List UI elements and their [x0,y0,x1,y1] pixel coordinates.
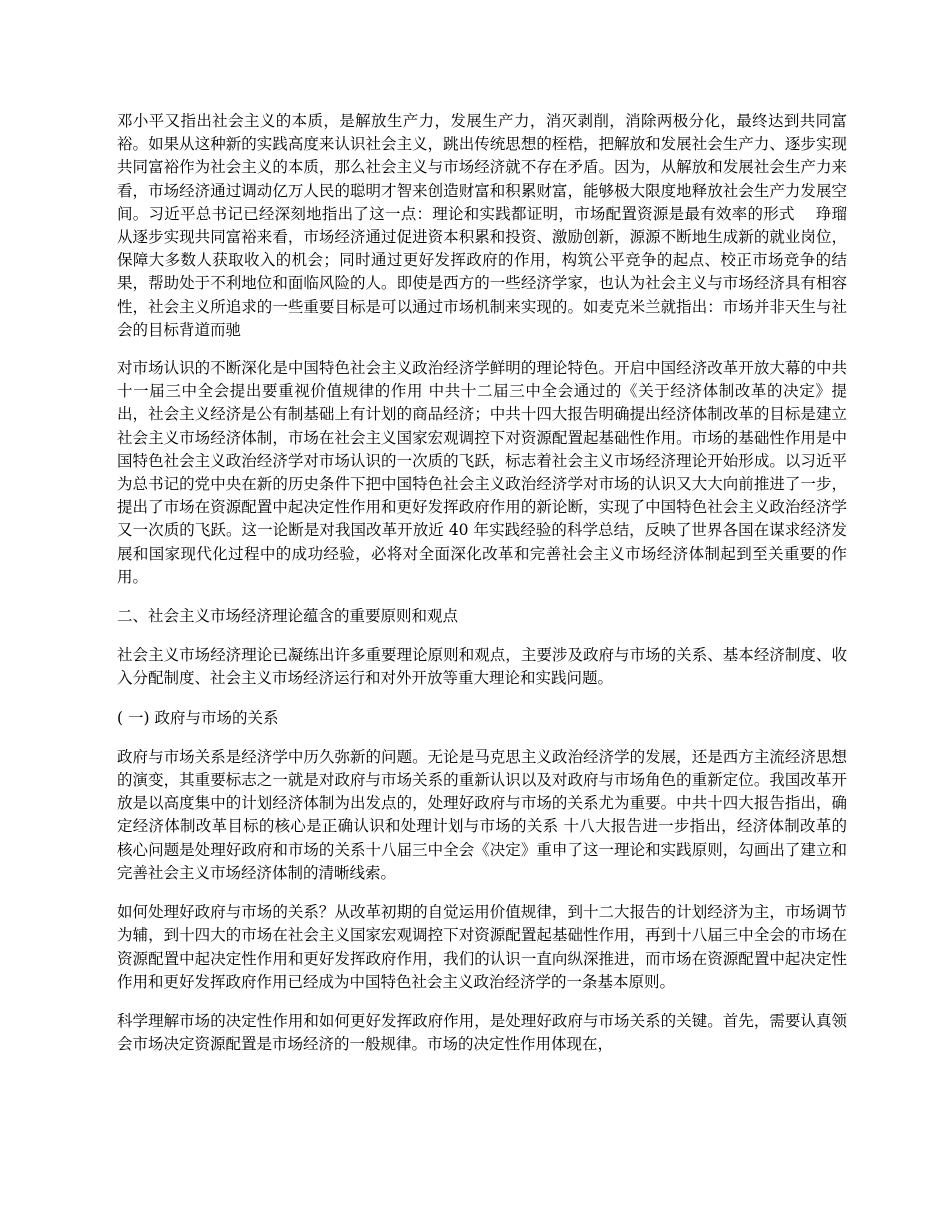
paragraph-decisive-role: 科学理解市场的决定性作用和如何更好发挥政府作用，是处理好政府与市场关系的关键。首先，需要认真领会市场决定资源配置是市场经济的一般规律。市场的决定性作用体现在， [117,1011,847,1054]
paragraph-socialism-essence: 邓小平又指出社会主义的本质，是解放生产力，发展生产力，消灭剥削，消除两极分化，最终达到共同富裕。如果从这种新的实践高度来认识社会主义，跳出传统思想的桎梏，把解放和发展社会生产力、逐步实现共同富裕作为社会主义的本质，那么社会主义与市场经济就不存在矛盾。因为，从解放和发展社会生产力来看，市场经济通过调动亿万人民的聪明才智来创造财富和积累财富，能够极大限度地释放社会生产力发展空间。习近平总书记已经深刻地指出了这一点：理论和实践都证明，市场配置资源是最有效率的形式 琤瑠从逐步实现共同富裕来看，市场经济通过促进资本积累和投资、激励创新，源源不断地生成新的就业岗位，保障大多数人获取收入的机会；同时通过更好发挥政府的作用，构筑公平竞争的起点、校正市场竞争的结果，帮助处于不利地位和面临风险的人。即使是西方的一些经济学家，也认为社会主义与市场经济具有相容性，社会主义所追求的一些重要目标是可以通过市场机制来实现的。如麦克米兰就指出：市场并非天生与社会的目标背道而驰 [117,112,847,339]
document-page [117,110,847,1056]
paragraph-theory-overview: 社会主义市场经济理论已凝练出许多重要理论原则和观点，主要涉及政府与市场的关系、基本经济制度、收入分配制度、社会主义市场经济运行和对外开放等重大理论和实践问题。 [117,646,847,688]
section-heading-principles: 二、社会主义市场经济理论蕴含的重要原则和观点 [117,607,459,626]
paragraph-government-market-relation: 政府与市场关系是经济学中历久弥新的问题。无论是马克思主义政治经济学的发展，还是西方主流经济思想的演变，其重要标志之一就是对政府与市场关系的重新认识以及对政府与市场角色的重新定位。我国改革开放是以高度集中的计划经济体制为出发点的，处理好政府与市场的关系尤为重要。中共十四大报告指出，确定经济体制改革目标的核心是正确认识和处理计划与市场的关系 十八大报告进一步指出，经济体制改革的核心问题是处理好政府和市场的关系十八届三中全会《决定》重申了这一理论和实践原则，勾画出了建立和完善社会主义市场经济体制的清晰线索。 [117,747,847,882]
subsection-heading-government-market: ( 一) 政府与市场的关系 [117,708,279,727]
paragraph-handling-relation: 如何处理好政府与市场的关系？从改革初期的自觉运用价值规律，到十二大报告的计划经济为主，市场调节为辅，到十四大的市场在社会主义国家宏观调控下对资源配置起基础性作用，再到十八届三中全会的市场在资源配置中起决定性作用和更好发挥政府作用，我们的认识一直向纵深推进，而市场在资源配置中起决定性作用和更好发挥政府作用已经成为中国特色社会主义政治经济学的一条基本原则。 [117,903,847,991]
paragraph-market-understanding: 对市场认识的不断深化是中国特色社会主义政治经济学鲜明的理论特色。开启中国经济改革开放大幕的中共十一届三中全会提出要重视价值规律的作用 中共十二届三中全会通过的《关于经济体制改革的决定》提出，社会主义经济是公有制基础上有计划的商品经济；中共十四大报告明确提出经济体制改革的目标是建立社会主义市场经济体制，市场在社会主义国家宏观调控下对资源配置起基础性作用。市场的基础性作用是中国特色社会主义政治经济学对市场认识的一次质的飞跃，标志着社会主义市场经济理论开始形成。以习近平为总书记的党中央在新的历史条件下把中国特色社会主义政治经济学对市场的认识又大大向前推进了一步，提出了市场在资源配置中起决定性作用和更好发挥政府作用的新论断，实现了中国特色社会主义政治经济学又一次质的飞跃。这一论断是对我国改革开放近 40 年实践经验的科学总结，反映了世界各国在谋求经济发展和国家现代化过程中的成功经验，必将对全面深化改革和完善社会主义市场经济体制起到至关重要的作用。 [117,359,847,586]
